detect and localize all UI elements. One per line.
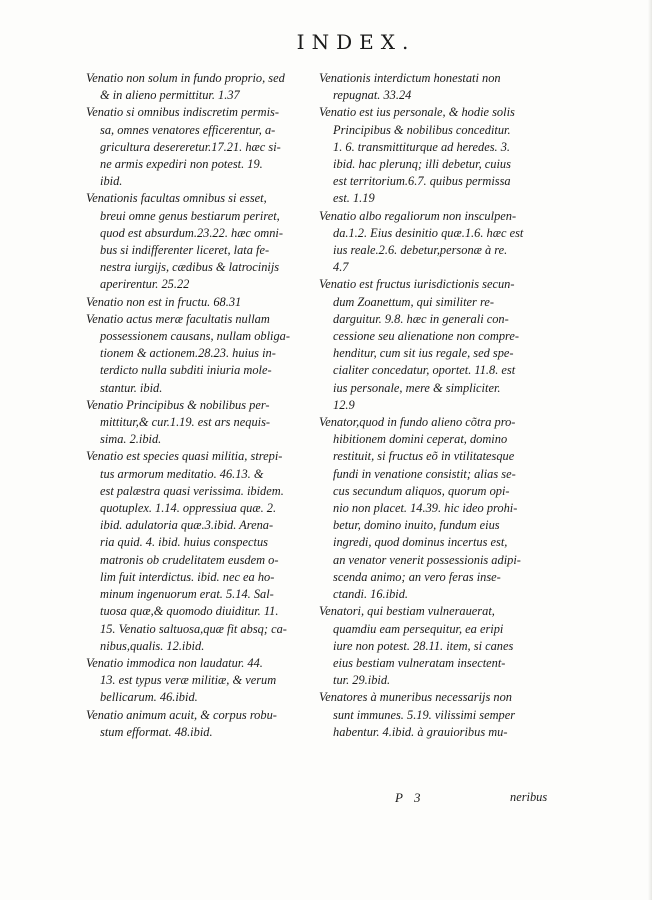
page-edge-shadow <box>648 0 652 900</box>
signature-mark: P 3 <box>395 790 421 805</box>
catchword: neribus <box>510 790 548 804</box>
index-entry: Venatio non solum in fundo proprio, sed & in alieno permittitur. 1.37 <box>86 71 285 103</box>
left-column <box>86 70 314 741</box>
index-entry: Venatio est fructus iurisdictionis secun- dum Zoanettum, qui similiter re- darguitur. 9.8. hæc in generali con- cessione seu alienatione non compre- henditur, cum sit ius regale, sed spe- cialiter concedatur, oportet. 11.8. est ius personale, mere & simpliciter. 12.9 <box>319 277 520 412</box>
index-entry: Venatores à muneribus necessarijs non sunt immunes. 5.19. vilissimi semper habentur. 4.ibid. à grauioribus mu- <box>319 690 516 739</box>
index-entry: Venationis interdictum honestati non repugnat. 33.24 <box>319 71 501 103</box>
index-entry: Venatio est ius personale, & hodie solis Principibus & nobilibus conceditur. 1. 6. transmittiturque ad heredes. 3. ibid. hac plerunq; illi debetur, cuius est territorium.6.7. quibus permissa est. 1.19 <box>319 105 515 206</box>
right-column <box>319 70 548 741</box>
index-entry: Venatio animum acuit, & corpus robu- stum efformat. 48.ibid. <box>86 707 277 739</box>
index-entry: Venator,quod in fundo alieno cõtra pro- hibitionem domini ceperat, domino restituit, si fructus eõ in vtilitatesque fundi in venatione consistit; alias se- cus secundum aliquos, quorum opi- nio non placet. 14.39. hic ideo prohi- betur, domino inuito, fundum eius ingredi, quod dominus incertus est, an venator venerit possessionis adipi- scenda animo; an vero feras inse- ctandi. 16.ibid. <box>319 415 521 602</box>
index-entry: Venatio Principibus & nobilibus per- mittitur,& cur.1.19. est ars nequis- sima. 2.ibid. <box>86 397 271 447</box>
index-entry: Venatio albo regaliorum non insculpen- da.1.2. Eius desinitio quæ.1.6. hæc est ius reale.2.6. debetur,personæ à re. 4.7 <box>319 208 524 275</box>
index-entry: Venatio est species quasi militia, strepi- tus armorum meditatio. 46.13. & est palæstra quasi verissima. ibidem. quotuplex. 1.14. oppressiua quæ. 2. ibid. adulatoria quæ.3.ibid. Arena- ria quid. 4. ibid. huius conspectus matronis ob crudelitatem eusdem o- lim fuit interdictus. ibid. nec ea ho- minum ingenuorum erat. 5.14. Sal- tuosa quæ,& quomodo diuiditur. 11. 15. Venatio saltuosa,quæ fit absq; ca- nibus,qualis. 12.ibid. <box>86 449 287 653</box>
index-entry: Venatori, qui bestiam vulnerauerat, quamdiu eam persequitur, ea eripi iure non potest. 28.11. item, si canes eius bestiam vulneratam insectent- tur. 29.ibid. <box>319 604 514 688</box>
index-entry: Venatio immodica non laudatur. 44. 13. est typus veræ militiæ, & verum bellicarum. 46.ibid. <box>86 655 277 705</box>
index-entry: Venatio si omnibus indiscretim permis- sa, omnes venatores efficerentur, a- gricultura desereretur.17.21. hæc si- ne armis expediri non potest. 19. ibid. <box>86 105 281 189</box>
index-entry: Venatio actus meræ facultatis nullam possessionem causans, nullam obliga- tionem & actionem.28.23. huius in- terdicto nulla subditi iniuria mole- stantur. ibid. <box>86 311 290 395</box>
index-entry: Venationis facultas omnibus si esset, breui omne genus bestiarum periret, quod est absurdum.23.22. hæc omni- bus si indifferenter liceret, lata fe- nestra iurgijs, cædibus & latrocinijs aperirentur. 25.22 <box>86 191 283 292</box>
page-title: INDEX. <box>296 30 416 54</box>
index-entry: Venatio non est in fructu. 68.31 <box>86 294 242 309</box>
